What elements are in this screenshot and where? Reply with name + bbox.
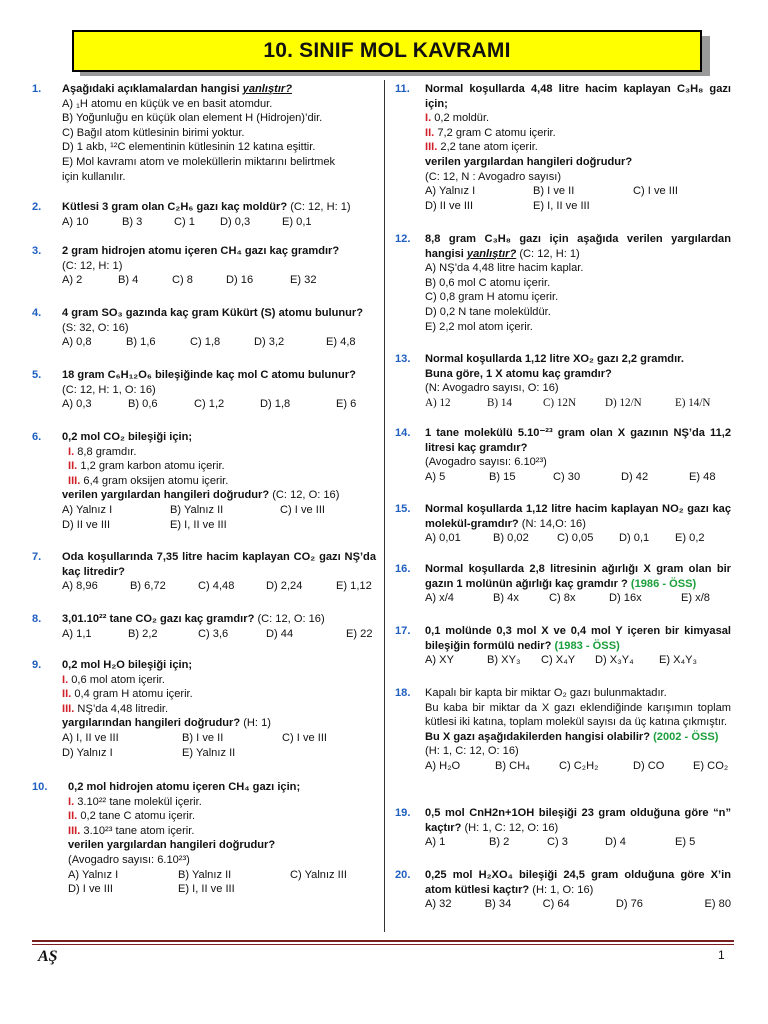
answer-options	[62, 518, 376, 533]
option-c: C) 3,6	[198, 627, 229, 640]
column-divider	[384, 80, 385, 932]
option-b: B) 4x	[493, 592, 519, 605]
option-a: A) 1	[425, 836, 446, 849]
option-c: C) I ve III	[282, 731, 327, 744]
option-a: A) 1,1	[62, 627, 92, 640]
option-b: B) 1,6	[126, 336, 156, 349]
option-d: D) I ve III	[68, 883, 113, 896]
option-a: A) 10	[62, 215, 89, 228]
option-d: D) Yalnız I	[62, 746, 113, 759]
question-11	[395, 82, 731, 213]
option-d: D) 0,1	[619, 532, 650, 545]
question-2	[32, 200, 376, 229]
given-info: (N: Avogadro sayısı, O: 16)	[425, 382, 559, 395]
option-c: C) 1	[174, 215, 195, 228]
question-number: 9.	[32, 659, 42, 671]
question-17	[395, 624, 731, 668]
option-b: B) CH₄	[495, 759, 530, 772]
option-a: A) XY	[425, 654, 454, 667]
option-d: D) 4	[605, 836, 626, 849]
option-b: B) 0,02	[493, 532, 529, 545]
statement-text: 3.10²² tane molekül içerir.	[74, 795, 202, 808]
question-number: 17.	[395, 625, 411, 637]
option-e: E) 32	[290, 274, 317, 287]
given-info: (Avogadro sayısı: 6.10²³)	[68, 853, 190, 866]
question-4	[32, 306, 376, 350]
option-e: E) Yalnız II	[182, 746, 236, 759]
question-stem: Aşağıdaki açıklamalardan hangisi	[62, 83, 243, 95]
exam-year-tag: (2002 - ÖSS)	[650, 730, 719, 743]
option-a: A) Yalnız I	[62, 503, 113, 516]
question-6	[32, 430, 376, 532]
question-14	[395, 426, 731, 484]
exam-year-tag: (1983 - ÖSS)	[551, 639, 620, 652]
question-19	[395, 806, 731, 850]
option-a: A) 12	[425, 396, 451, 409]
option-b: B) I ve II	[182, 731, 224, 744]
option-line: A) ₁H atomu en küçük ve en basit atomdur.	[62, 97, 273, 110]
question-stem: 0,1 molünde 0,3 mol X ve 0,4 mol Y içeren bir kimyasal bileşiğin formülü nedir?	[425, 625, 731, 652]
answer-options	[62, 397, 376, 412]
answer-options	[425, 759, 731, 774]
question-number: 10.	[32, 781, 48, 793]
question-5	[32, 368, 376, 412]
question-number: 2.	[32, 201, 42, 213]
answer-options	[425, 653, 731, 668]
option-d: D) 3,2	[254, 336, 285, 349]
option-b: B) 14	[487, 396, 512, 409]
given-info: (C: 12, H: 1)	[516, 247, 580, 260]
question-ask: verilen yargılardan hangileri doğrudur?	[425, 155, 633, 168]
statement-text: 1,2 gram karbon atomu içerir.	[77, 460, 225, 473]
roman-numeral: III.	[425, 141, 438, 154]
question-stem: 0,5 mol CnH2n+1OH bileşiği 23 gram olduğuna göre “n” kaçtır?	[425, 807, 731, 834]
option-c: C) 30	[553, 470, 581, 483]
option-line: D) 1 akb, ¹²C elementinin kütlesinin 12 katına eşittir.	[62, 141, 316, 154]
option-e: E) I, II ve III	[533, 199, 590, 212]
question-stem: Oda koşullarında 7,35 litre hacim kaplayan CO₂ gazı NŞ’da kaç litredir?	[62, 551, 376, 578]
question-stem: 18 gram C₆H₁₂O₆ bileşiğinde kaç mol C atomu bulunur?	[62, 369, 356, 381]
roman-numeral: III.	[62, 702, 75, 715]
answer-options	[62, 273, 376, 288]
question-number: 5.	[32, 369, 42, 381]
question-number: 18.	[395, 687, 411, 699]
answer-options	[425, 470, 731, 485]
roman-numeral: I.	[68, 445, 75, 458]
option-a: A) 8,96	[62, 580, 98, 593]
question-stem: 0,2 mol hidrojen atomu içeren CH₄ gazı için;	[68, 781, 301, 793]
answer-options	[425, 396, 731, 411]
question-number: 7.	[32, 551, 42, 563]
option-c: C) X₄Y	[541, 654, 576, 667]
title-banner	[72, 30, 714, 78]
roman-numeral: II.	[425, 126, 435, 139]
given-info: (C: 12, O: 16)	[254, 613, 325, 625]
option-a: A) Yalnız I	[68, 868, 119, 881]
question-stem-emphasis: yanlıştır?	[466, 247, 517, 260]
question-20	[395, 868, 731, 912]
option-a: A) Yalnız I	[425, 185, 476, 198]
given-info: (C: 12, H: 1)	[287, 201, 351, 213]
option-c: C) 8	[172, 274, 193, 287]
option-a: A) H₂O	[425, 759, 461, 772]
option-e: E) 48	[689, 470, 716, 483]
given-info: (N: 14,O: 16)	[518, 517, 586, 530]
given-info: (H: 1, C: 12, O: 16)	[461, 821, 559, 834]
roman-numeral: I.	[68, 795, 75, 808]
exam-year-tag: (1986 - ÖSS)	[627, 577, 697, 590]
question-stem: Kütlesi 3 gram olan C₂H₆ gazı kaç moldür?	[62, 201, 288, 213]
roman-numeral: I.	[62, 673, 69, 686]
statement-text: 8,8 gramdır.	[74, 445, 137, 458]
option-c: C) 64	[542, 898, 570, 911]
option-d: D) 44	[266, 627, 294, 640]
question-stem: 3,01.10²² tane CO₂ gazı kaç gramdır?	[62, 613, 255, 625]
option-b: B) 2	[489, 836, 510, 849]
statement-text: 7,2 gram C atomu içerir.	[434, 126, 556, 139]
question-18	[395, 686, 731, 774]
question-number: 11.	[395, 83, 410, 95]
question-8	[32, 612, 376, 641]
option-b: B) 34	[484, 898, 512, 911]
option-b: B) 4	[118, 274, 139, 287]
option-e: E) 6	[336, 398, 357, 411]
question-ask: verilen yargılardan hangileri doğrudur?	[68, 839, 276, 852]
option-line: A) NŞ’da 4,48 litre hacim kaplar.	[425, 262, 584, 275]
question-stem: 0,2 mol H₂O bileşiği için;	[62, 659, 193, 671]
statement-text: 0,4 gram H atomu içerir.	[71, 688, 193, 701]
option-d: D) 42	[621, 470, 649, 483]
question-stem: Normal koşullarda 1,12 litre XO₂ gazı 2,2 gramdır.	[425, 353, 684, 365]
question-12	[395, 232, 731, 334]
question-15	[395, 502, 731, 546]
roman-numeral: III.	[68, 824, 81, 837]
question-10	[32, 780, 376, 897]
option-e: E) 4,8	[326, 336, 356, 349]
option-d: D) 16	[226, 274, 254, 287]
answer-options	[62, 215, 376, 230]
option-line: D) 0,2 N tane moleküldür.	[425, 305, 551, 318]
option-c: C) 0,05	[557, 532, 594, 545]
option-d: D) CO	[633, 759, 665, 772]
option-e: E) 22	[346, 627, 373, 640]
option-e: E) 80	[704, 898, 731, 911]
question-stem: 0,2 mol CO₂ bileşiği için;	[62, 431, 193, 443]
option-d: D) 16x	[609, 592, 642, 605]
option-a: A) 0,3	[62, 398, 92, 411]
answer-options	[425, 591, 731, 606]
option-d: D) 12/N	[605, 396, 642, 409]
answer-options	[62, 335, 376, 350]
question-3	[32, 244, 376, 288]
option-b: B) 15	[489, 470, 516, 483]
given-info: (C: 12, H: 1, O: 16)	[62, 383, 156, 396]
question-1	[32, 82, 376, 184]
footer-rule	[32, 940, 734, 942]
option-c: C) I ve III	[280, 503, 325, 516]
question-ask: yargılarından hangileri doğrudur?	[62, 717, 241, 730]
question-number: 1.	[32, 83, 42, 95]
option-c: C) I ve III	[633, 185, 678, 198]
given-info: (C: 12, N : Avogadro sayısı)	[425, 170, 562, 183]
option-c: C) 4,48	[198, 580, 235, 593]
question-number: 4.	[32, 307, 42, 319]
question-16	[395, 562, 731, 606]
option-d: D) 76	[615, 898, 643, 911]
question-number: 6.	[32, 431, 42, 443]
question-number: 20.	[395, 869, 411, 881]
statement-text: 3.10²³ tane atom içerir.	[80, 824, 195, 837]
question-ask: Bu X gazı aşağıdakilerden hangisi olabilir?	[425, 730, 651, 743]
option-d: D) II ve III	[425, 199, 474, 212]
question-number: 12.	[395, 233, 411, 245]
question-stem: 2 gram hidrojen atomu içeren CH₄ gazı kaç gramdır?	[62, 245, 340, 257]
roman-numeral: I.	[425, 112, 432, 125]
statement-text: 6,4 gram oksijen atomu içerir.	[80, 474, 229, 487]
option-e: E) X₄Y₃	[659, 654, 698, 667]
question-stem: 8,8 gram C₃H₈ gazı için aşağıda verilen yargılardan hangisi	[425, 233, 731, 260]
question-number: 13.	[395, 353, 411, 365]
option-e: E) 5	[675, 836, 696, 849]
option-e: E) 0,2	[675, 532, 705, 545]
question-number: 3.	[32, 245, 42, 257]
statement-text: 0,2 moldür.	[431, 112, 490, 125]
given-info: (C: 12, H: 1)	[62, 259, 123, 272]
question-number: 14.	[395, 427, 411, 439]
option-a: A) 0,8	[62, 336, 92, 349]
option-a: A) I, II ve III	[62, 731, 119, 744]
question-stem: 0,25 mol H₂XO₄ bileşiği 24,5 gram olduğuna göre X’in atom kütlesi kaçtır?	[425, 869, 731, 896]
option-d: D) X₃Y₄	[595, 654, 634, 667]
option-b: B) I ve II	[533, 185, 575, 198]
option-a: A) 5	[425, 470, 446, 483]
question-stem: 1 tane molekülü 5.10⁻²³ gram olan X gazının NŞ’da 11,2 litresi kaç gramdır?	[425, 427, 731, 454]
question-text: Bu kaba bir miktar da X gazı eklendiğinde karışımın toplam kütlesi iki katına, toplam molekül sayısı da üç katına çıkmıştır.	[425, 701, 731, 729]
option-b: B) 3	[122, 215, 143, 228]
answer-options	[425, 531, 731, 546]
roman-numeral: II.	[68, 810, 78, 823]
option-b: B) 0,6	[128, 398, 158, 411]
question-ask: verilen yargılardan hangileri doğrudur?	[62, 489, 270, 502]
statement-text: NŞ’da 4,48 litredir.	[74, 702, 169, 715]
answer-options	[68, 882, 376, 897]
question-stem: Normal koşullarda 2,8 litresinin ağırlığı X gram olan bir gazın 1 molünün ağırlığı kaç gramdır ?	[425, 563, 731, 590]
roman-numeral: II.	[68, 460, 78, 473]
option-c: C) 1,8	[190, 336, 221, 349]
option-c: C) C₂H₂	[559, 759, 599, 772]
option-line: C) Bağıl atom kütlesinin birimi yoktur.	[62, 126, 245, 139]
question-stem: Normal koşullarda 4,48 litre hacim kaplayan C₃H₈ gazı için;	[425, 83, 731, 110]
option-b: B) XY₃	[487, 654, 521, 667]
question-stem-emphasis: yanlıştır?	[242, 83, 292, 95]
given-info: (H: 1, O: 16)	[529, 883, 594, 896]
option-e: E) 0,1	[282, 215, 312, 228]
answer-options	[425, 835, 731, 850]
question-number: 16.	[395, 563, 411, 575]
option-line: E) 2,2 mol atom içerir.	[425, 320, 533, 333]
option-e: E) x/8	[681, 592, 710, 605]
option-e: E) I, II ve III	[170, 518, 227, 531]
question-stem: Normal koşullarda 1,12 litre hacim kaplayan NO₂ gazı kaç molekül-gramdır?	[425, 503, 731, 530]
given-info: (S: 32, O: 16)	[62, 321, 129, 334]
footer-rule-thin	[32, 944, 734, 945]
option-c: C) 12N	[543, 396, 576, 409]
given-info: (H: 1)	[240, 717, 271, 730]
option-d: D) II ve III	[62, 518, 111, 531]
answer-options	[68, 868, 376, 883]
option-b: B) Yalnız II	[178, 868, 232, 881]
option-a: A) x/4	[425, 592, 454, 605]
roman-numeral: III.	[68, 474, 81, 487]
option-e: E) I, II ve III	[178, 883, 235, 896]
answer-options	[62, 503, 376, 518]
option-line: için kullanılır.	[62, 170, 126, 183]
option-b: B) 2,2	[128, 627, 158, 640]
question-9	[32, 658, 376, 760]
statement-text: 0,2 tane C atomu içerir.	[77, 810, 196, 823]
option-line: C) 0,8 gram H atomu içerir.	[425, 291, 559, 304]
answer-options	[62, 627, 376, 642]
roman-numeral: II.	[62, 688, 72, 701]
option-e: E) 14/N	[675, 396, 711, 409]
given-info: (Avogadro sayısı: 6.10²³)	[425, 456, 547, 469]
option-a: A) 32	[425, 898, 452, 911]
question-7	[32, 550, 376, 594]
question-13	[395, 352, 731, 410]
answer-options	[62, 579, 376, 594]
option-c: C) Yalnız III	[290, 868, 347, 881]
option-line: B) Yoğunluğu en küçük olan element H (Hidrojen)’dir.	[62, 112, 323, 125]
answer-options	[425, 897, 731, 912]
question-number: 15.	[395, 503, 411, 515]
given-info: (H: 1, C: 12, O: 16)	[425, 745, 519, 758]
page-number: 1	[718, 948, 725, 962]
option-c: C) 1,2	[194, 398, 225, 411]
question-text: Kapalı bir kapta bir miktar O₂ gazı bulunmaktadır.	[425, 687, 667, 699]
option-d: D) 0,3	[220, 215, 251, 228]
answer-options	[425, 199, 731, 214]
option-line: B) 0,6 mol C atomu içerir.	[425, 276, 551, 289]
option-e: E) 1,12	[336, 580, 372, 593]
answer-options	[425, 184, 731, 199]
question-number: 19.	[395, 807, 411, 819]
option-d: D) 2,24	[266, 580, 303, 593]
question-number: 8.	[32, 613, 42, 625]
answer-options	[62, 731, 376, 746]
option-line: E) Mol kavramı atom ve moleküllerin miktarını belirtmek	[62, 155, 336, 168]
option-b: B) Yalnız II	[170, 503, 224, 516]
option-c: C) 8x	[549, 592, 576, 605]
page-title: 10. SINIF MOL KAVRAMI	[72, 30, 702, 72]
question-ask: Buna göre, 1 X atomu kaç gramdır?	[425, 367, 612, 380]
option-b: B) 6,72	[130, 580, 166, 593]
answer-options	[62, 746, 376, 761]
option-e: E) CO₂	[693, 759, 729, 772]
statement-text: 0,6 mol atom içerir.	[68, 673, 165, 686]
given-info: (C: 12, O: 16)	[269, 489, 340, 502]
option-a: A) 2	[62, 274, 83, 287]
option-c: C) 3	[547, 836, 568, 849]
option-a: A) 0,01	[425, 532, 461, 545]
question-stem: 4 gram SO₃ gazında kaç gram Kükürt (S) atomu bulunur?	[62, 307, 364, 319]
option-d: D) 1,8	[260, 398, 291, 411]
statement-text: 2,2 tane atom içerir.	[437, 141, 538, 154]
author-signature: AŞ	[38, 948, 58, 965]
